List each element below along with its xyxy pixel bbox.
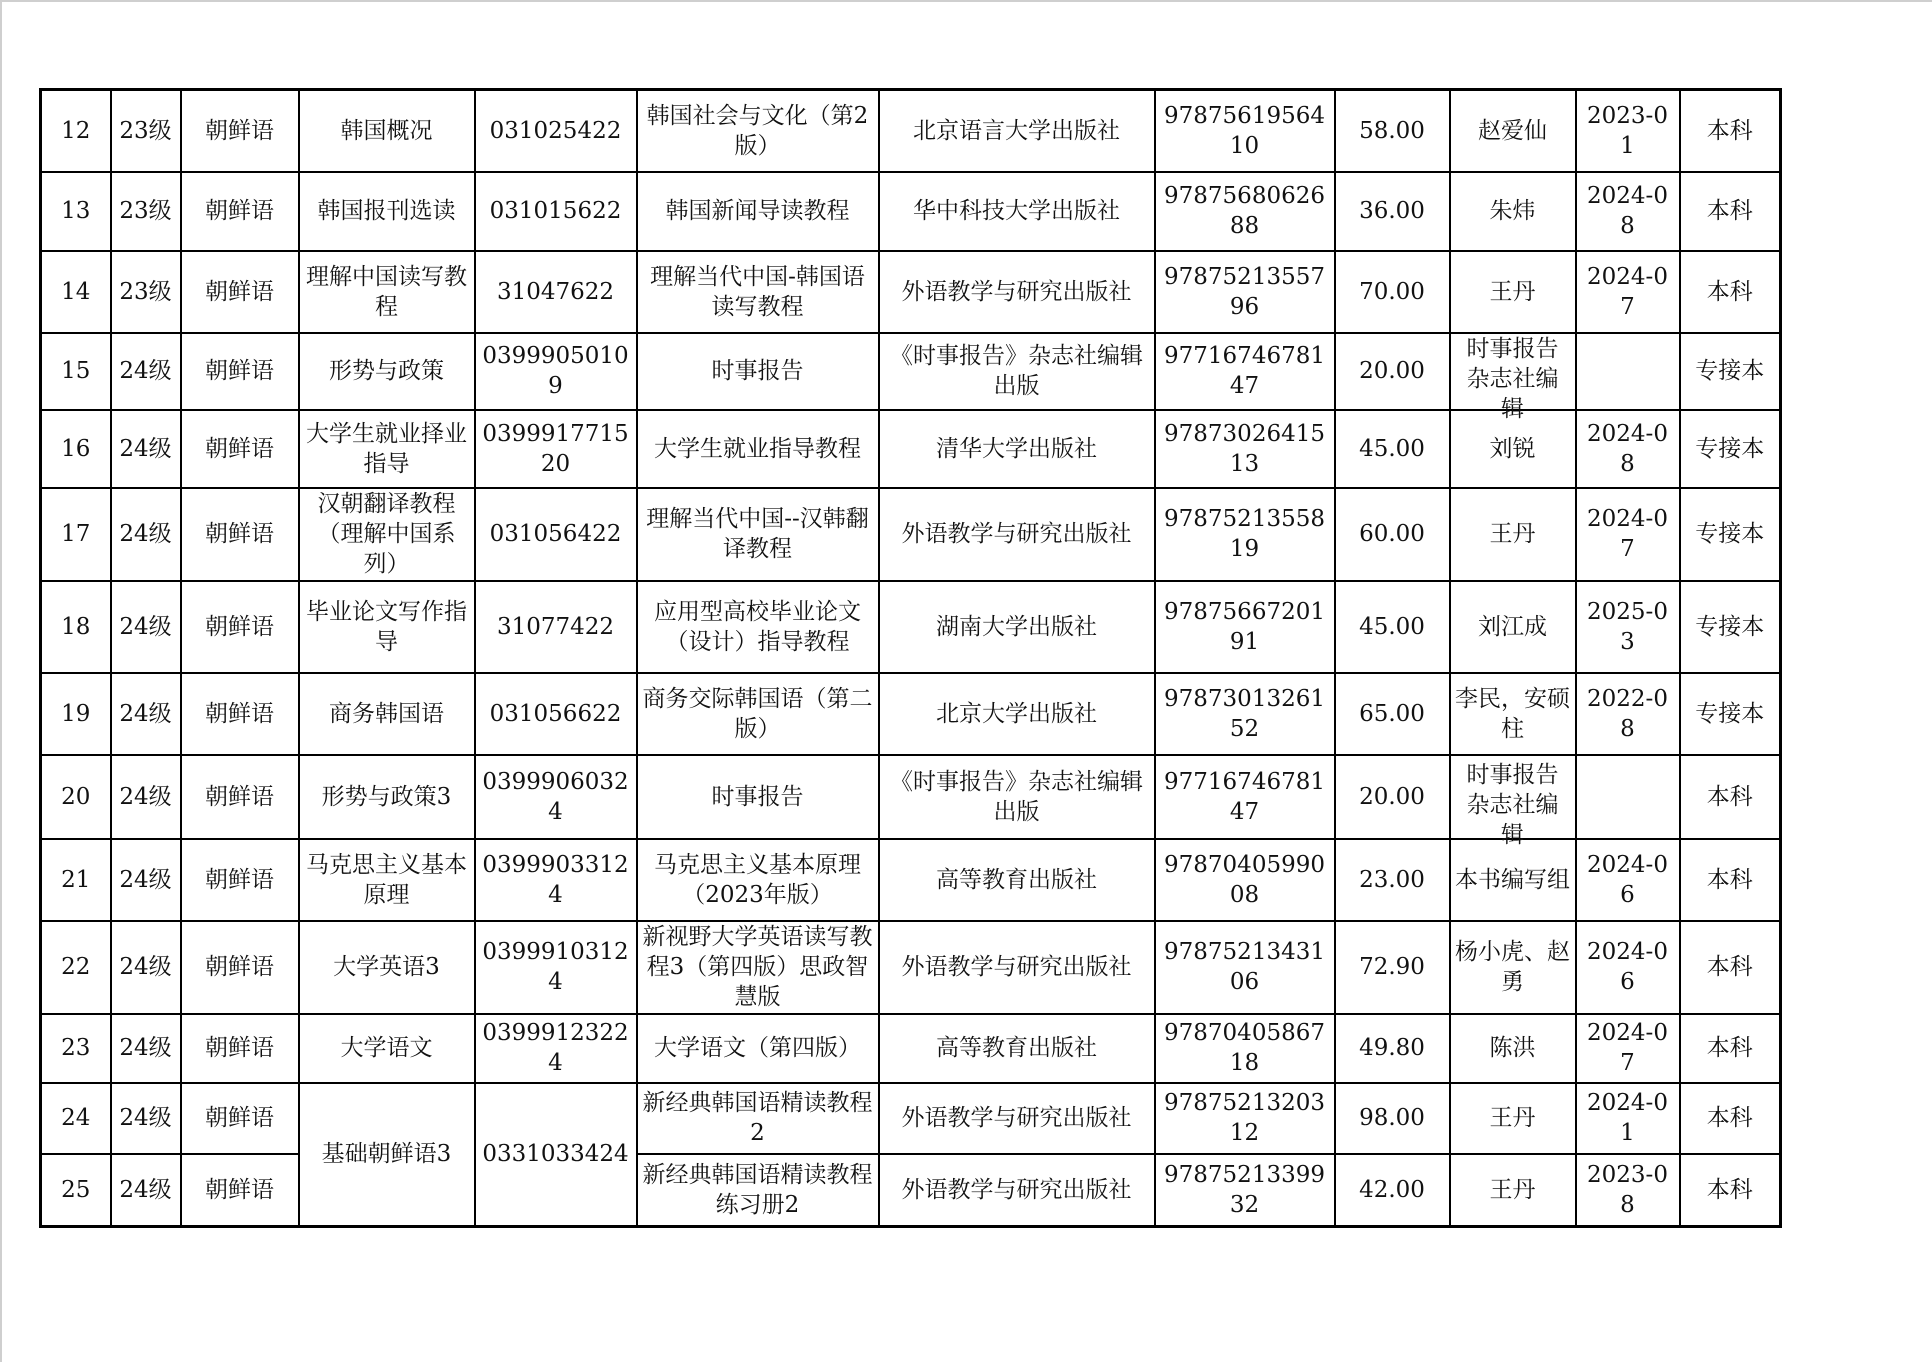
textbook-title-cell: 商务交际韩国语（第二版） bbox=[637, 673, 879, 755]
grade-cell: 24级 bbox=[111, 921, 181, 1014]
textbook-title-cell: 大学生就业指导教程 bbox=[637, 410, 879, 488]
isbn-cell: 9787566720191 bbox=[1155, 581, 1335, 673]
course-cell: 形势与政策 bbox=[299, 333, 475, 410]
publisher-cell: 外语教学与研究出版社 bbox=[879, 921, 1155, 1014]
publisher-cell: 华中科技大学出版社 bbox=[879, 172, 1155, 251]
major-cell: 朝鲜语 bbox=[181, 921, 299, 1014]
row-number: 15 bbox=[41, 333, 111, 410]
author-cell: 李民，安硕柱 bbox=[1450, 673, 1576, 755]
publisher-cell: 清华大学出版社 bbox=[879, 410, 1155, 488]
price-cell: 58.00 bbox=[1335, 90, 1450, 172]
grade-cell: 23级 bbox=[111, 172, 181, 251]
major-cell: 朝鲜语 bbox=[181, 410, 299, 488]
level-cell: 专接本 bbox=[1680, 581, 1781, 673]
price-cell: 36.00 bbox=[1335, 172, 1450, 251]
course-code-cell: 039991771520 bbox=[475, 410, 637, 488]
grade-cell: 24级 bbox=[111, 755, 181, 839]
isbn-cell: 9787040586718 bbox=[1155, 1014, 1335, 1083]
grade-cell: 24级 bbox=[111, 1014, 181, 1083]
table-row bbox=[41, 921, 1781, 1014]
major-cell: 朝鲜语 bbox=[181, 755, 299, 839]
grade-cell: 23级 bbox=[111, 90, 181, 172]
course-cell: 毕业论文写作指导 bbox=[299, 581, 475, 673]
row-number: 21 bbox=[41, 839, 111, 921]
level-cell: 本科 bbox=[1680, 251, 1781, 333]
author-cell: 杨小虎、赵勇 bbox=[1450, 921, 1576, 1014]
publish-date-cell: 2025-03 bbox=[1576, 581, 1680, 673]
grade-cell: 24级 bbox=[111, 1083, 181, 1154]
course-cell: 基础朝鲜语3 bbox=[299, 1083, 475, 1227]
publish-date-cell: 2024-01 bbox=[1576, 1083, 1680, 1154]
price-cell: 49.80 bbox=[1335, 1014, 1450, 1083]
course-code-cell: 031025422 bbox=[475, 90, 637, 172]
table-row bbox=[41, 755, 1781, 839]
publish-date-cell: 2024-07 bbox=[1576, 251, 1680, 333]
price-cell: 60.00 bbox=[1335, 488, 1450, 581]
publish-date-cell: 2022-08 bbox=[1576, 673, 1680, 755]
textbook-title-cell: 马克思主义基本原理（2023年版） bbox=[637, 839, 879, 921]
table-row bbox=[41, 172, 1781, 251]
price-cell: 98.00 bbox=[1335, 1083, 1450, 1154]
course-cell: 大学英语3 bbox=[299, 921, 475, 1014]
textbook-title-cell: 韩国社会与文化（第2版） bbox=[637, 90, 879, 172]
price-cell: 72.90 bbox=[1335, 921, 1450, 1014]
textbook-table bbox=[39, 88, 1782, 1228]
course-cell: 韩国报刊选读 bbox=[299, 172, 475, 251]
row-number: 14 bbox=[41, 251, 111, 333]
row-number: 16 bbox=[41, 410, 111, 488]
author-cell: 王丹 bbox=[1450, 488, 1576, 581]
isbn-cell: 9787561956410 bbox=[1155, 90, 1335, 172]
grade-cell: 24级 bbox=[111, 839, 181, 921]
grade-cell: 24级 bbox=[111, 333, 181, 410]
row-number: 17 bbox=[41, 488, 111, 581]
author-cell: 刘锐 bbox=[1450, 410, 1576, 488]
publish-date-cell: 2024-07 bbox=[1576, 1014, 1680, 1083]
publish-date-cell: 2023-01 bbox=[1576, 90, 1680, 172]
row-number: 25 bbox=[41, 1154, 111, 1227]
price-cell: 42.00 bbox=[1335, 1154, 1450, 1227]
textbook-title-cell: 新经典韩国语精读教程2 bbox=[637, 1083, 879, 1154]
grade-cell: 24级 bbox=[111, 488, 181, 581]
major-cell: 朝鲜语 bbox=[181, 1083, 299, 1154]
publish-date-cell: 2024-06 bbox=[1576, 921, 1680, 1014]
textbook-title-cell: 时事报告 bbox=[637, 755, 879, 839]
course-code-cell: 0331033424 bbox=[475, 1083, 637, 1227]
table-row bbox=[41, 488, 1781, 581]
author-text: 时事报告杂志社编辑 bbox=[1466, 336, 1559, 422]
publisher-cell: 外语教学与研究出版社 bbox=[879, 1083, 1155, 1154]
major-cell: 朝鲜语 bbox=[181, 581, 299, 673]
isbn-cell: 9771674678147 bbox=[1155, 755, 1335, 839]
course-code-cell: 03999033124 bbox=[475, 839, 637, 921]
table-row bbox=[41, 90, 1781, 172]
price-cell: 20.00 bbox=[1335, 333, 1450, 410]
major-cell: 朝鲜语 bbox=[181, 1014, 299, 1083]
publisher-cell: 高等教育出版社 bbox=[879, 839, 1155, 921]
publisher-cell: 湖南大学出版社 bbox=[879, 581, 1155, 673]
publish-date-cell bbox=[1576, 333, 1680, 410]
textbook-title-cell: 理解当代中国--汉韩翻译教程 bbox=[637, 488, 879, 581]
author-cell: 陈洪 bbox=[1450, 1014, 1576, 1083]
textbook-title-cell: 韩国新闻导读教程 bbox=[637, 172, 879, 251]
grade-cell: 24级 bbox=[111, 410, 181, 488]
publisher-cell: 北京大学出版社 bbox=[879, 673, 1155, 755]
table-row bbox=[41, 673, 1781, 755]
publisher-cell: 高等教育出版社 bbox=[879, 1014, 1155, 1083]
row-number: 13 bbox=[41, 172, 111, 251]
course-code-cell: 031015622 bbox=[475, 172, 637, 251]
author-cell: 朱炜 bbox=[1450, 172, 1576, 251]
publisher-cell: 《时事报告》杂志社编辑出版 bbox=[879, 333, 1155, 410]
row-number: 19 bbox=[41, 673, 111, 755]
course-cell: 形势与政策3 bbox=[299, 755, 475, 839]
course-cell: 大学语文 bbox=[299, 1014, 475, 1083]
level-cell: 本科 bbox=[1680, 1154, 1781, 1227]
table-row bbox=[41, 581, 1781, 673]
course-code-cell: 03999103124 bbox=[475, 921, 637, 1014]
grade-cell: 24级 bbox=[111, 1154, 181, 1227]
level-cell: 专接本 bbox=[1680, 410, 1781, 488]
course-code-cell: 03999123224 bbox=[475, 1014, 637, 1083]
isbn-cell: 9787521355796 bbox=[1155, 251, 1335, 333]
major-cell: 朝鲜语 bbox=[181, 251, 299, 333]
publish-date-cell: 2024-06 bbox=[1576, 839, 1680, 921]
author-cell: 刘江成 bbox=[1450, 581, 1576, 673]
row-number: 12 bbox=[41, 90, 111, 172]
major-cell: 朝鲜语 bbox=[181, 673, 299, 755]
row-number: 20 bbox=[41, 755, 111, 839]
course-cell: 马克思主义基本原理 bbox=[299, 839, 475, 921]
author-cell: 王丹 bbox=[1450, 251, 1576, 333]
level-cell: 本科 bbox=[1680, 921, 1781, 1014]
table-row bbox=[41, 839, 1781, 921]
publish-date-cell: 2023-08 bbox=[1576, 1154, 1680, 1227]
isbn-cell: 9787302641513 bbox=[1155, 410, 1335, 488]
publisher-cell: 外语教学与研究出版社 bbox=[879, 251, 1155, 333]
author-cell bbox=[1450, 755, 1576, 848]
publisher-cell: 外语教学与研究出版社 bbox=[879, 488, 1155, 581]
major-cell: 朝鲜语 bbox=[181, 488, 299, 581]
author-cell: 赵爱仙 bbox=[1450, 90, 1576, 172]
level-cell: 专接本 bbox=[1680, 673, 1781, 755]
author-cell: 本书编写组 bbox=[1450, 839, 1576, 921]
publisher-cell: 北京语言大学出版社 bbox=[879, 90, 1155, 172]
row-number: 23 bbox=[41, 1014, 111, 1083]
textbook-title-cell: 理解当代中国-韩国语读写教程 bbox=[637, 251, 879, 333]
table-row bbox=[41, 1083, 1781, 1154]
course-cell: 汉朝翻译教程（理解中国系列） bbox=[299, 488, 475, 581]
course-cell: 韩国概况 bbox=[299, 90, 475, 172]
publish-date-cell: 2024-07 bbox=[1576, 488, 1680, 581]
textbook-title-cell: 时事报告 bbox=[637, 333, 879, 410]
publish-date-cell bbox=[1576, 755, 1680, 839]
price-cell: 45.00 bbox=[1335, 581, 1450, 673]
level-cell: 专接本 bbox=[1680, 488, 1781, 581]
level-cell: 本科 bbox=[1680, 90, 1781, 172]
course-code-cell: 031056622 bbox=[475, 673, 637, 755]
isbn-cell: 9787568062688 bbox=[1155, 172, 1335, 251]
textbook-title-cell: 大学语文（第四版） bbox=[637, 1014, 879, 1083]
major-cell: 朝鲜语 bbox=[181, 1154, 299, 1227]
isbn-cell: 9787040599008 bbox=[1155, 839, 1335, 921]
row-number: 24 bbox=[41, 1083, 111, 1154]
level-cell: 本科 bbox=[1680, 839, 1781, 921]
major-cell: 朝鲜语 bbox=[181, 172, 299, 251]
course-cell: 商务韩国语 bbox=[299, 673, 475, 755]
isbn-cell: 9787301326152 bbox=[1155, 673, 1335, 755]
publish-date-cell: 2024-08 bbox=[1576, 410, 1680, 488]
level-cell: 本科 bbox=[1680, 1014, 1781, 1083]
textbook-title-cell: 新经典韩国语精读教程练习册2 bbox=[637, 1154, 879, 1227]
price-cell: 65.00 bbox=[1335, 673, 1450, 755]
author-cell bbox=[1450, 333, 1576, 422]
author-cell: 王丹 bbox=[1450, 1083, 1576, 1154]
table-row bbox=[41, 251, 1781, 333]
course-cell: 理解中国读写教程 bbox=[299, 251, 475, 333]
price-cell: 20.00 bbox=[1335, 755, 1450, 839]
isbn-cell: 9771674678147 bbox=[1155, 333, 1335, 410]
author-text: 时事报告杂志社编辑 bbox=[1466, 761, 1559, 848]
major-cell: 朝鲜语 bbox=[181, 333, 299, 410]
price-cell: 45.00 bbox=[1335, 410, 1450, 488]
grade-cell: 24级 bbox=[111, 581, 181, 673]
textbook-title-cell: 新视野大学英语读写教程3（第四版）思政智慧版 bbox=[637, 921, 879, 1014]
grade-cell: 23级 bbox=[111, 251, 181, 333]
publisher-cell: 《时事报告》杂志社编辑出版 bbox=[879, 755, 1155, 839]
level-cell: 本科 bbox=[1680, 1083, 1781, 1154]
textbook-title-cell: 应用型高校毕业论文（设计）指导教程 bbox=[637, 581, 879, 673]
row-number: 22 bbox=[41, 921, 111, 1014]
isbn-cell: 9787521339932 bbox=[1155, 1154, 1335, 1227]
isbn-cell: 9787521355819 bbox=[1155, 488, 1335, 581]
major-cell: 朝鲜语 bbox=[181, 839, 299, 921]
row-number: 18 bbox=[41, 581, 111, 673]
table-row bbox=[41, 333, 1781, 410]
major-cell: 朝鲜语 bbox=[181, 90, 299, 172]
table-row bbox=[41, 1014, 1781, 1083]
course-code-cell: 03999060324 bbox=[475, 755, 637, 839]
author-cell: 王丹 bbox=[1450, 1154, 1576, 1227]
publish-date-cell: 2024-08 bbox=[1576, 172, 1680, 251]
course-code-cell: 31047622 bbox=[475, 251, 637, 333]
isbn-cell: 9787521320312 bbox=[1155, 1083, 1335, 1154]
grade-cell: 24级 bbox=[111, 673, 181, 755]
level-cell: 本科 bbox=[1680, 755, 1781, 839]
level-cell: 专接本 bbox=[1680, 333, 1781, 410]
isbn-cell: 9787521343106 bbox=[1155, 921, 1335, 1014]
course-code-cell: 031056422 bbox=[475, 488, 637, 581]
price-cell: 70.00 bbox=[1335, 251, 1450, 333]
publisher-cell: 外语教学与研究出版社 bbox=[879, 1154, 1155, 1227]
course-code-cell: 03999050109 bbox=[475, 333, 637, 410]
price-cell: 23.00 bbox=[1335, 839, 1450, 921]
course-cell: 大学生就业择业指导 bbox=[299, 410, 475, 488]
level-cell: 本科 bbox=[1680, 172, 1781, 251]
course-code-cell: 31077422 bbox=[475, 581, 637, 673]
